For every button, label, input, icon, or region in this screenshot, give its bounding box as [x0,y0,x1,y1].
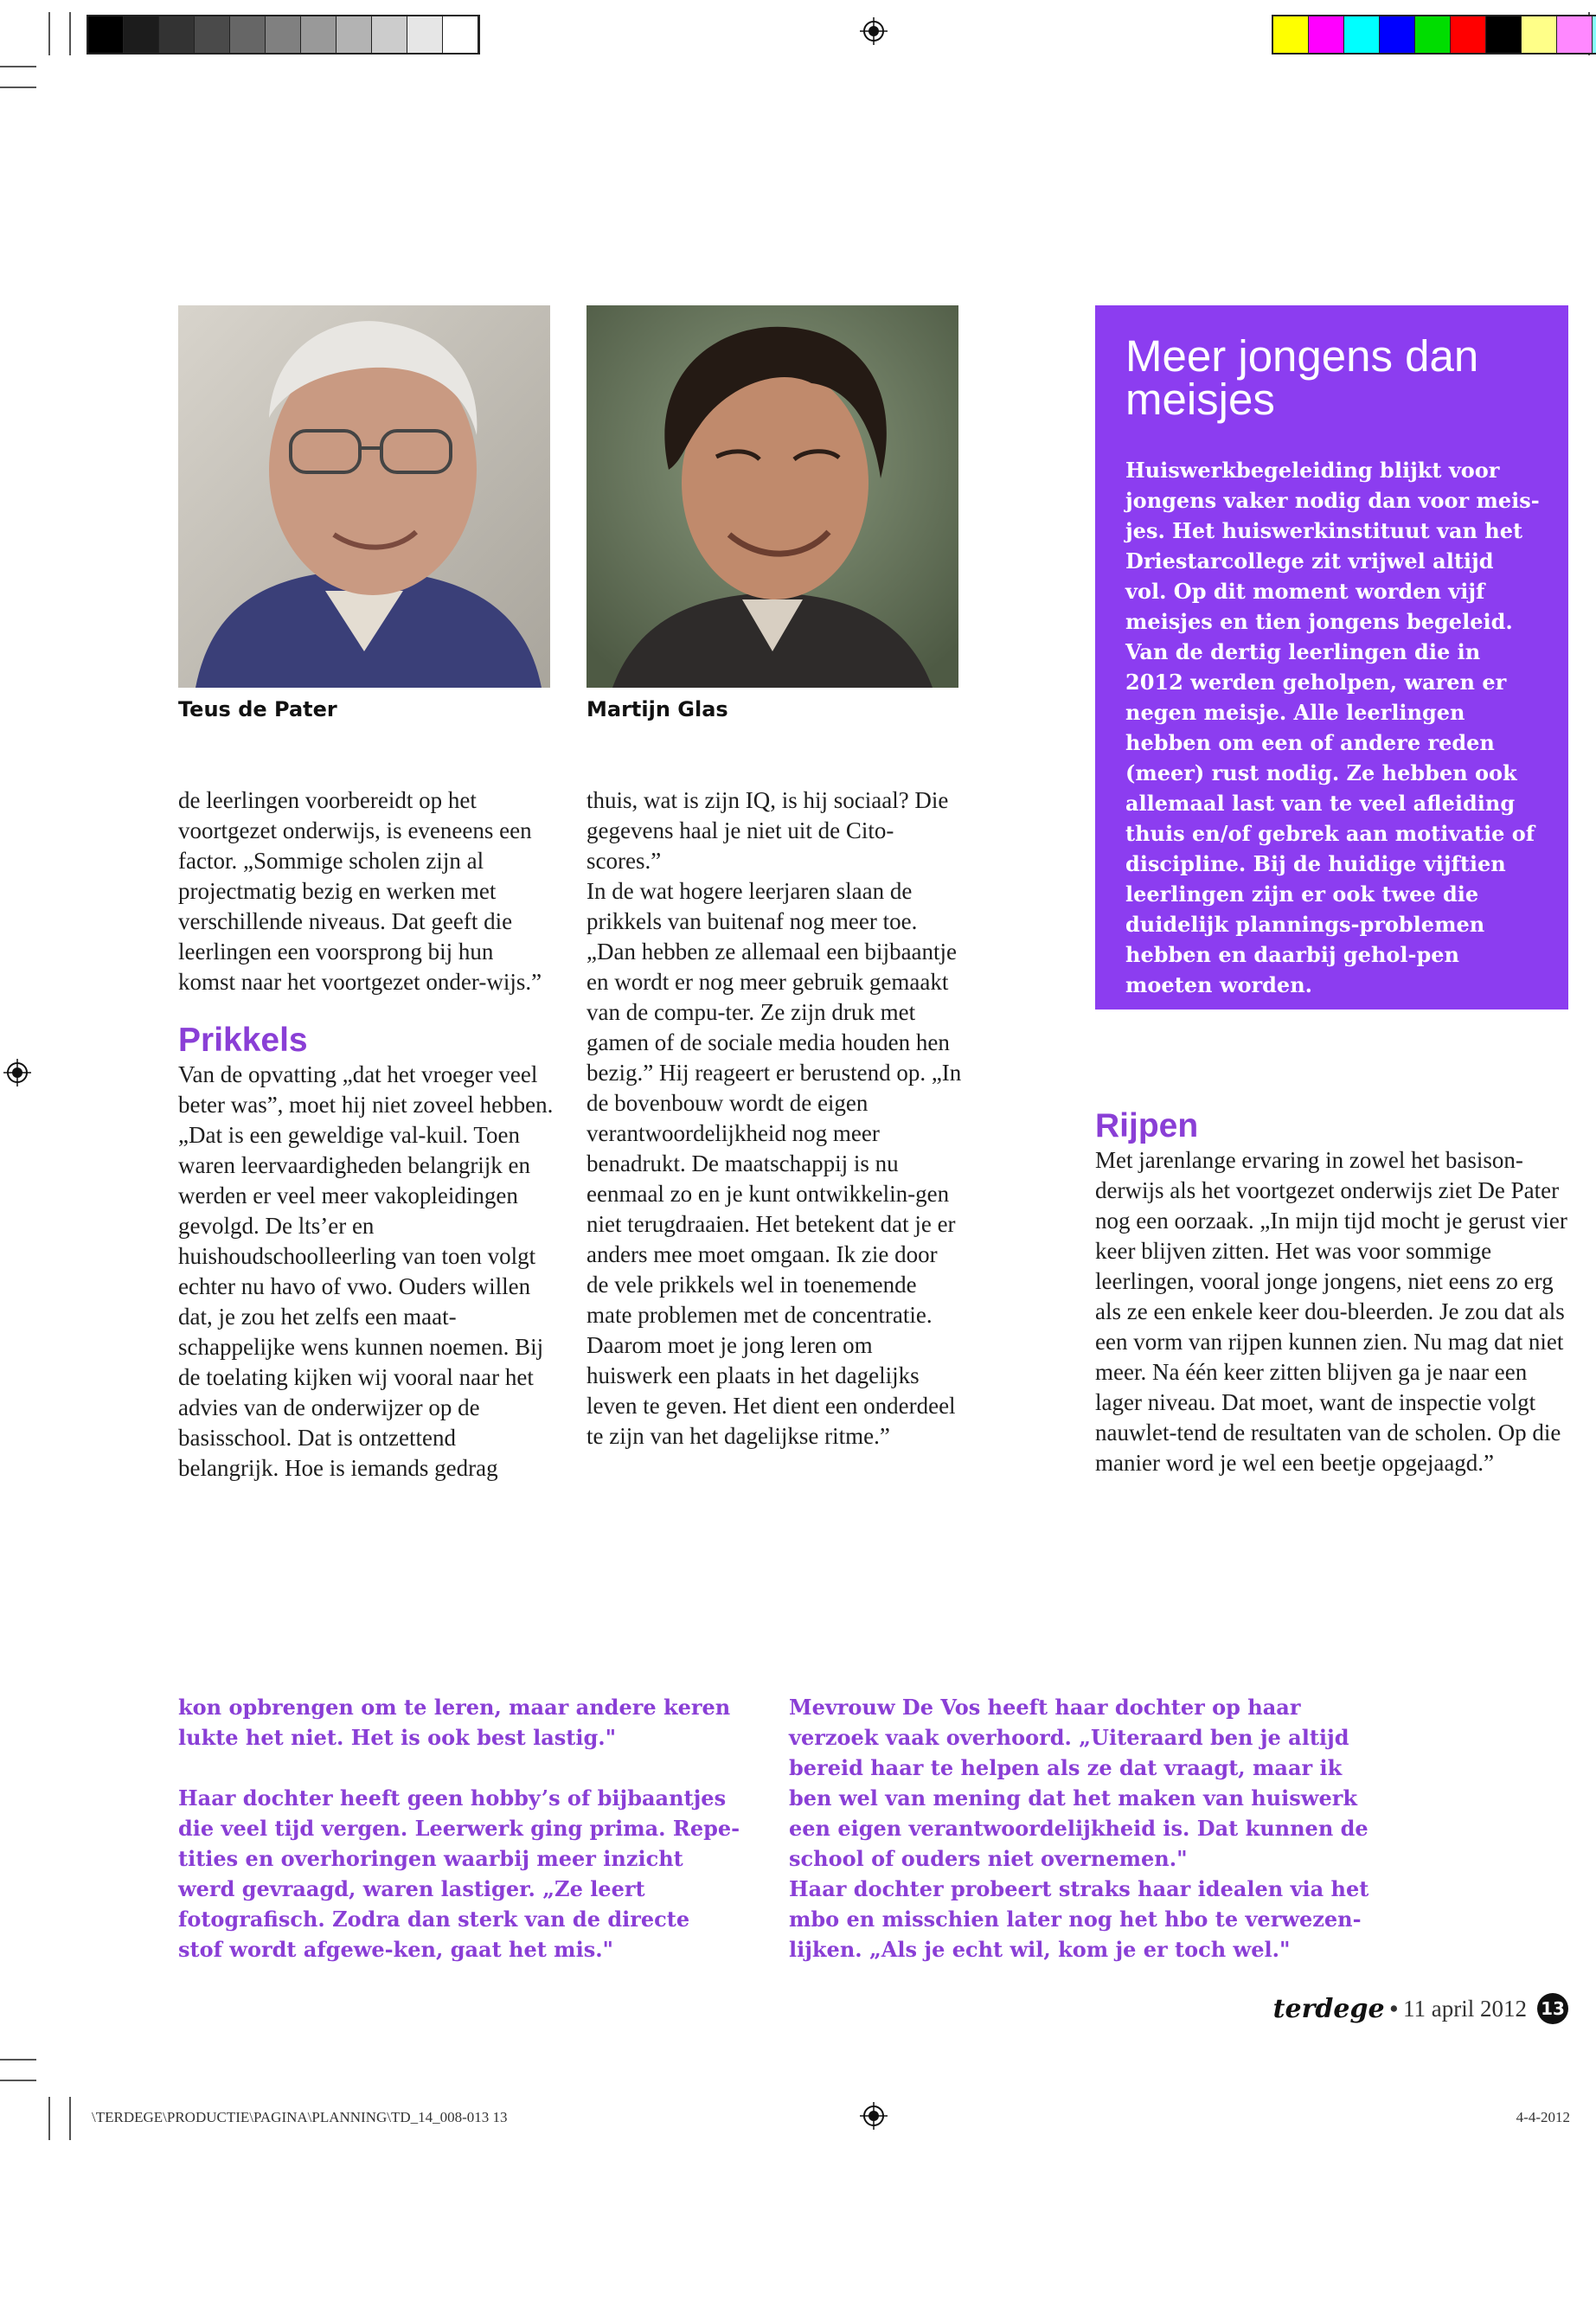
portrait-man-dark-curly-hair-icon [586,305,958,688]
color-swatch [1380,16,1415,53]
sidebar-box [1095,305,1568,1009]
crop-mark [0,87,36,88]
color-swatch [372,16,407,53]
color-swatch [1309,16,1344,53]
color-swatch [1557,16,1593,53]
bottom-right-column [789,1692,1377,1965]
issue-date: 11 april 2012 [1403,1995,1527,2022]
color-swatch [1273,16,1309,53]
grayscale-color-bar [87,15,480,54]
article-column-3 [1095,1107,1569,1478]
photo-martijn-glas [586,305,958,688]
purple-paragraph: kon opbrengen om te leren, maar andere keren lukte het niet. Het is ook best lastig." [178,1695,731,1750]
color-swatch [1486,16,1522,53]
article-column-2 [586,785,962,1452]
purple-paragraph: Mevrouw De Vos heeft haar dochter op haar verzoek vaak overhoord. „Uiteraard ben je altijd bereid haar te helpen als ze dat vraagt, maar ik ben wel van mening dat het maken van huiswerk een eigen verantwoordelijkheid is. Dat kunnen de school of ouders niet overnemen." [789,1695,1368,1871]
crop-mark [48,12,50,55]
body-paragraph: thuis, wat is zijn IQ, is hij sociaal? Die gegevens haal je niet uit de Cito-scores.” [586,787,949,874]
article-column-1 [178,785,554,1484]
page-footer [1273,1993,1568,2024]
color-swatch [88,16,124,53]
slug-file-path: \TERDEGE\PRODUCTIE\PAGINA\PLANNING\TD_14_008-013 13 [92,2109,508,2125]
crop-mark [69,2097,71,2140]
subheading-prikkels: Prikkels [178,1022,308,1059]
color-swatch [266,16,301,53]
purple-paragraph: Haar dochter probeert straks haar idealen via het mbo en misschien later nog het hbo te verwezen-lijken. „Als je echt wil, kom je er toch wel." [789,1876,1369,1962]
registration-mark-icon [3,1059,31,1086]
body-paragraph: Van de opvatting „dat het vroeger veel beter was”, moet hij niet zoveel hebben. „Dat is een geweldige val-kuil. Toen waren leervaardigheden belangrijk en werden er veel meer vakopleidingen gevolgd. De lts’er en huishoudschoolleerling van toen volgt echter nu havo of vwo. Ouders willen dat, je zou het zelfs een maat-schappelijke wens kunnen noemen. Bij de toelating kijken wij vooral naar het advies van de onderwijzer op de basisschool. Dat is ontzettend belangrijk. Hoe is iemands gedrag [178,1061,554,1481]
color-swatch [1593,16,1596,53]
sidebar-text: Huiswerkbegeleiding blijkt voor jongens vaker nodig dan voor meis-jes. Het huiswerkinstituut van het Driestarcollege zit vrijwel altijd vol. Op dit moment worden vijf meisjes en tien jongens begeleid. Van de dertig leerlingen die in 2012 werden geholpen, waren er negen meisje. Alle leerlingen hebben om een of andere reden (meer) rust nodig. Ze hebben ook allemaal last van te veel afleiding thuis en/of gebrek aan motivatie of discipline. Bij de huidige vijftien leerlingen zijn er ook twee die duidelijk plannings-problemen hebben en daarbij gehol-pen moeten worden. [1125,458,1540,997]
body-paragraph: In de wat hogere leerjaren slaan de prikkels van buitenaf nog meer toe. „Dan hebben ze allemaal een bijbaantje en wordt er nog meer gebruik gemaakt van de compu-ter. Ze zijn druk met gamen of de sociale media houden hen bezig.” Hij reageert er berustend op. „In de bovenbouw wordt de eigen verantwoordelijkheid nog meer benadrukt. De maatschappij is nu eenmaal zo en je kunt ontwikkelin-gen niet terugdraaien. Het betekent dat je er anders mee moet omgaan. Ik zie door de vele prikkels wel in toenemende mate problemen met de concentratie. Daarom moet je jong leren om huiswerk een plaats in het dagelijks leven te geven. Het dient een onderdeel te zijn van het dagelijkse ritme.” [586,878,962,1449]
photo-caption: Teus de Pater [178,697,337,721]
color-swatch [1415,16,1451,53]
body-paragraph: Met jarenlange ervaring in zowel het basison-derwijs als het voortgezet onderwijs ziet De Pater nog een oorzaak. „In mijn tijd mocht je gerust vier keer blijven zitten. Het was voor sommige leerlingen, vooral jonge jongens, niet eens zo erg als ze een enkele keer dou-bleerden. Je zou dat als een vorm van rijpen kunnen zien. Nu mag dat niet meer. Na één keer zitten blijven ga je naar een lager niveau. Dat moet, want de inspectie volgt nauwlet-tend de resultaten van de scholen. Op die manier word je wel een beetje opgejaagd.” [1095,1147,1567,1476]
color-swatch [1522,16,1557,53]
color-swatch [1344,16,1380,53]
color-swatch [1451,16,1486,53]
purple-paragraph: Haar dochter heeft geen hobby’s of bijbaantjes die veel tijd vergen. Leerwerk ging prima. Repe-tities en overhoringen waarbij meer inzicht werd gevraagd, waren lastiger. „Ze leert fotografisch. Zodra dan sterk van de directe stof wordt afgewe-ken, gaat het mis." [178,1785,740,1962]
process-color-bar [1272,15,1596,54]
photo-caption: Martijn Glas [586,697,728,721]
color-swatch [159,16,195,53]
portrait-older-man-glasses-icon [178,305,550,688]
photo-teus-de-pater [178,305,550,688]
page-number: 13 [1537,1993,1568,2024]
crop-mark [69,12,71,55]
body-paragraph: de leerlingen voorbereidt op het voortgezet onderwijs, is eveneens een factor. „Sommige scholen zijn al projectmatig bezig en werken met verschillende niveaus. Dat geeft die leerlingen een voorsprong bij hun komst naar het voortgezet onder-wijs.” [178,787,542,995]
color-swatch [195,16,230,53]
color-swatch [230,16,266,53]
crop-mark [48,2097,50,2140]
slug-date: 4-4-2012 [1516,2109,1570,2125]
crop-mark [0,2080,36,2081]
registration-mark-icon [860,2102,888,2130]
color-swatch [301,16,337,53]
color-swatch [443,16,478,53]
footer-separator: • [1389,1995,1399,2022]
subheading-rijpen: Rijpen [1095,1107,1199,1144]
bottom-left-column [178,1692,740,1965]
color-swatch [407,16,443,53]
sidebar-title: Meer jongens dan meisjes [1125,331,1479,424]
crop-mark [0,66,36,67]
registration-mark-icon [860,17,888,45]
color-swatch [124,16,159,53]
terdege-logo: terdege [1272,1993,1385,2024]
crop-mark [0,2059,36,2061]
color-swatch [337,16,372,53]
